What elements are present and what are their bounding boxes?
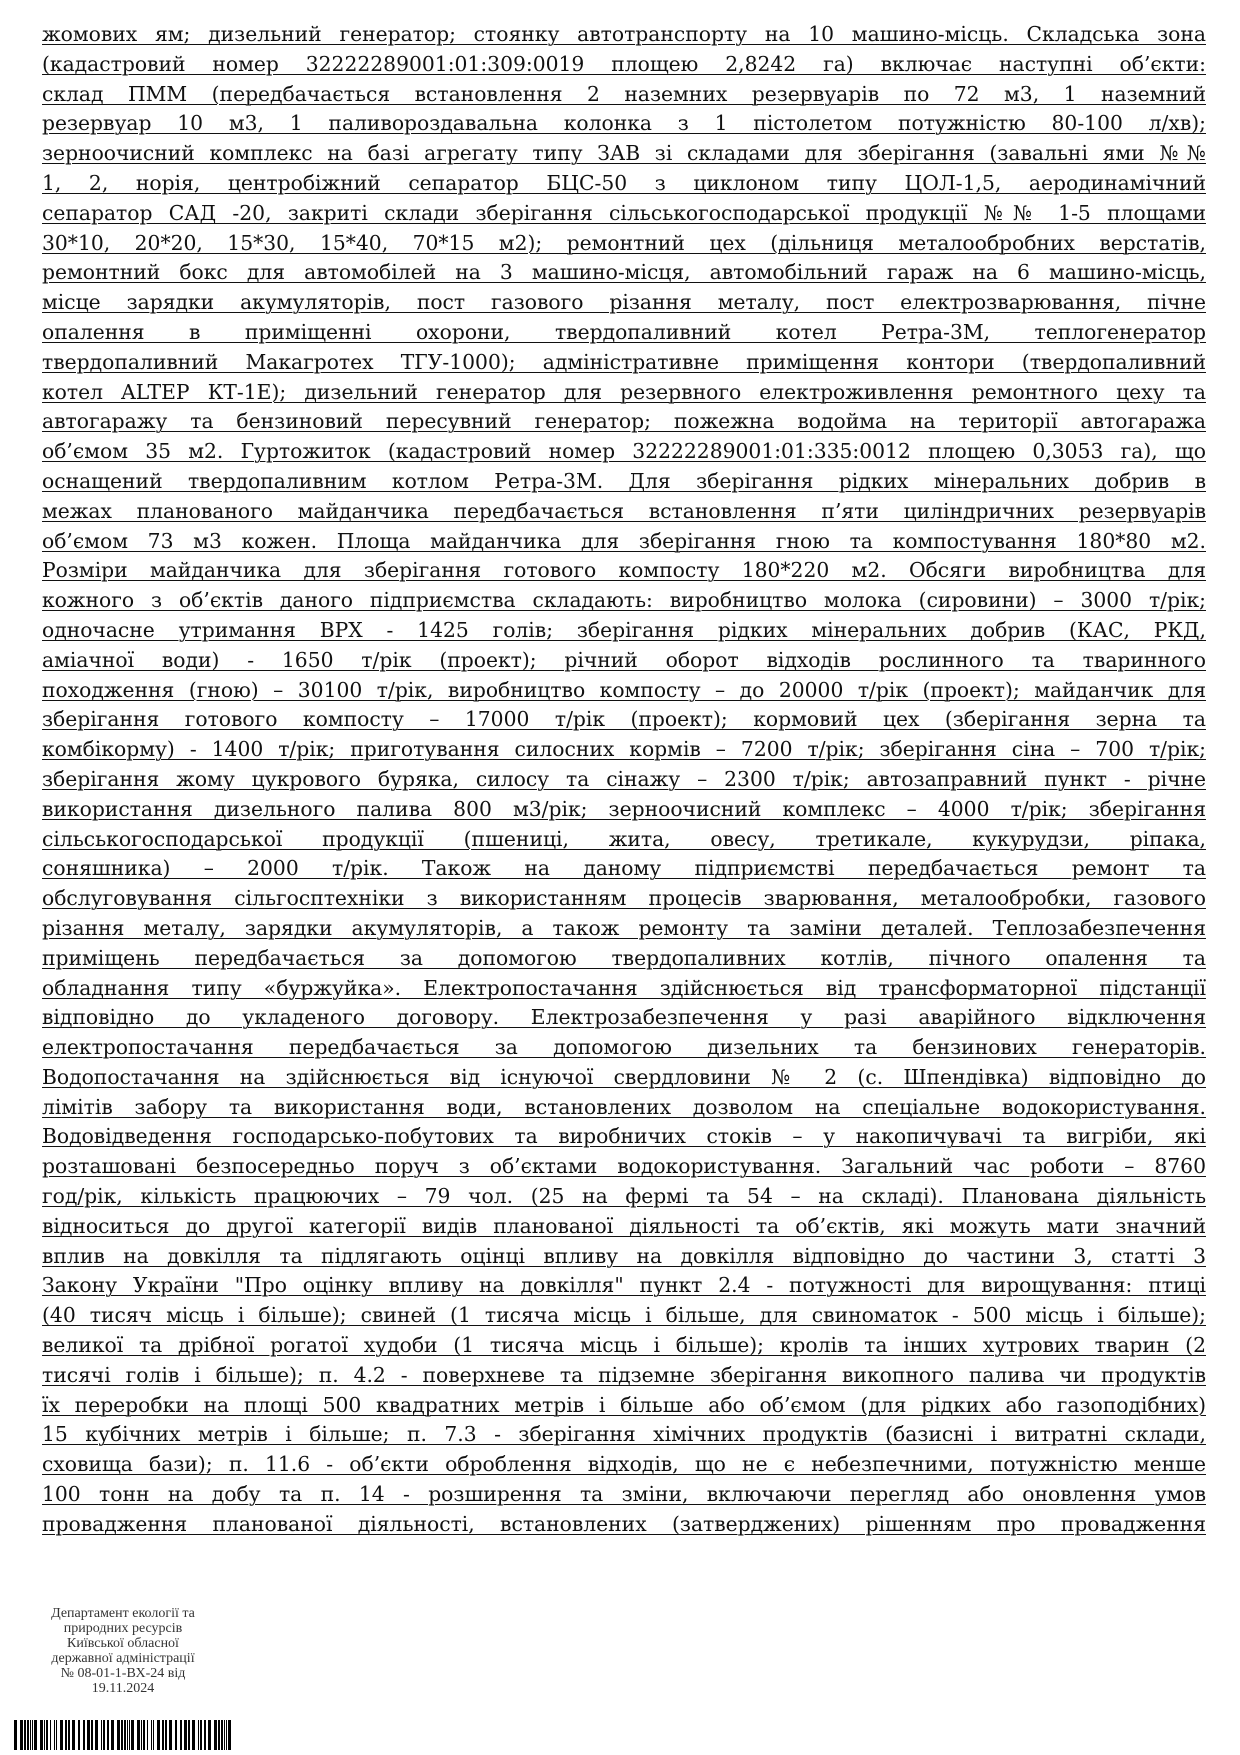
text-line: автогаражу та бензиновий пересувний генератор; пожежна водойма на території автогаража (42, 409, 1206, 434)
text-line: походження (гною) – 30100 т/рік, виробництво компосту – до 20000 т/рік (проект); майданчик для (42, 677, 1206, 702)
text-line: об’ємом 73 м3 кожен. Площа майданчика для зберігання гною та компостування 180*80 м2. (42, 528, 1206, 553)
text-line: резервуар 10 м3, 1 паливороздавальна колонка з 1 пістолетом потужністю 80-100 л/хв); (42, 111, 1206, 136)
text-line: сховища бази); п. 11.6 - об’єкти оброблення відходів, що не є небезпечними, потужністю менше (42, 1452, 1206, 1477)
stamp-line: державної адміністрації (51, 1651, 195, 1666)
text-line: межах планованого майданчика передбачається встановлення п’яти циліндричних резервуарів (42, 498, 1206, 523)
text-line: провадження планованої діяльності, встановлених (затверджених) рішенням про провадження (42, 1511, 1206, 1536)
text-line: вплив на довкілля та підлягають оцінці впливу на довкілля відповідно до частини 3, статті 3 (42, 1243, 1206, 1268)
text-line: (кадастровий номер 32222289001:01:309:0019 площею 2,8242 га) включає наступні об’єкти: (42, 51, 1206, 76)
text-line: приміщень передбачається за допомогою твердопаливних котлів, пічного опалення та (42, 945, 1206, 970)
text-line: Закону України "Про оцінку впливу на довкілля" пункт 2.4 - потужності для вирощування: птиці (42, 1273, 1206, 1298)
text-line: обслуговування сільгосптехніки з використанням процесів зварювання, металообробки, газового (42, 886, 1206, 911)
text-line: опалення в приміщенні охорони, твердопаливний котел Ретра-3М, теплогенератор (42, 319, 1206, 344)
stamp-line: природних ресурсів (63, 1621, 183, 1636)
stamp-line: Департамент екології та (51, 1606, 195, 1621)
text-line: обладнання типу «буржуйка». Електропостачання здійснюється від трансформаторної підстанції (42, 975, 1206, 1000)
text-line: об’ємом 35 м2. Гуртожиток (кадастровий номер 32222289001:01:335:0012 площею 0,3053 га), що (42, 439, 1206, 464)
text-line: склад ПММ (передбачається встановлення 2 наземних резервуарів по 72 м3, 1 наземний (42, 81, 1206, 106)
text-line: соняшника) – 2000 т/рік. Також на даному підприємстві передбачається ремонт та (42, 856, 1206, 881)
text-line: сільськогосподарської продукції (пшениці, жита, овесу, третикале, кукурудзи, ріпака, (42, 826, 1206, 851)
text-line: зберігання готового компосту – 17000 т/рік (проект); кормовий цех (зберігання зерна та (42, 707, 1206, 732)
text-line: одночасне утримання ВРХ - 1425 голів; зберігання рідких мінеральних добрив (КАС, РКД, (42, 617, 1206, 642)
text-line: великої та дрібної рогатої худоби (1 тисяча місць і більше); кролів та інших хутрових тварин (2 (42, 1333, 1206, 1358)
text-line: (40 тисяч місць і більше); свиней (1 тисяча місць і більше, для свиноматок - 500 місць і більше); (42, 1303, 1206, 1328)
text-line: год/рік, кількість працюючих – 79 чол. (25 на фермі та 54 – на складі). Планована діяльність (42, 1184, 1206, 1209)
text-line: жомових ям; дизельний генератор; стоянку автотранспорту на 10 машино-місць. Складська зона (42, 22, 1206, 46)
text-line: 15 кубічних метрів і більше; п. 7.3 - зберігання хімічних продуктів (базисні і витратні склади, (42, 1422, 1206, 1447)
text-line: відноситься до другої категорії видів планованої діяльності та об’єктів, які можуть мати значний (42, 1213, 1206, 1238)
text-line: місце зарядки акумуляторів, пост газового різання металу, пост електрозварювання, пічне (42, 290, 1206, 315)
text-line: зберігання жому цукрового буряка, силосу та сінажу – 2300 т/рік; автозаправний пункт - річне (42, 766, 1206, 791)
text-line: відповідно до укладеного договору. Електрозабезпечення у разі аварійного відключення (42, 1005, 1206, 1030)
text-line: розташовані безпосередньо поруч з об’єктами водокористування. Загальний час роботи – 8760 (42, 1154, 1206, 1179)
text-line: котел ALTEP КТ-1Е); дизельний генератор для резервного електроживлення ремонтного цеху та (42, 379, 1206, 404)
text-line: ремонтний бокс для автомобілей на 3 машино-місця, автомобільний гараж на 6 машино-місць, (42, 260, 1206, 285)
stamp-line: 19.11.2024 (91, 1681, 155, 1696)
text-line: 30*10, 20*20, 15*30, 15*40, 70*15 м2); ремонтний цех (дільниця металообробних верстатів, (42, 230, 1206, 255)
barcode-icon (14, 1720, 234, 1750)
text-line: їх переробки на площі 500 квадратних метрів і більше або об’ємом (для рідких або газоподібних) (42, 1392, 1206, 1417)
text-line: Водовідведення господарсько-побутових та виробничих стоків – у накопичувачі та вигріби, які (42, 1124, 1206, 1149)
text-line: використання дизельного палива 800 м3/рік; зерноочисний комплекс – 4000 т/рік; зберігання (42, 796, 1206, 821)
document-body (42, 20, 1206, 1540)
text-line: сепаратор САД -20, закриті склади зберігання сільськогосподарської продукції №№ 1-5 площами (42, 200, 1206, 225)
text-line: 100 тонн на добу та п. 14 - розширення та зміни, включаючи перегляд або оновлення умов (42, 1482, 1206, 1507)
text-line: лімітів забору та використання води, встановлених дозволом на спеціальне водокористування. (42, 1094, 1206, 1119)
registration-stamp (18, 1606, 228, 1696)
text-line: кожного з об’єктів даного підприємства складають: виробництво молока (сировини) – 3000 т/рік; (42, 588, 1206, 613)
text-line: зерноочисний комплекс на базі агрегату типу ЗАВ зі складами для зберігання (завальні ями №№ (42, 141, 1206, 166)
text-line: Розміри майданчика для зберігання готового компосту 180*220 м2. Обсяги виробництва для (42, 558, 1206, 583)
stamp-line: № 08-01-1-ВХ-24 від (60, 1666, 186, 1681)
text-line: 1, 2, норія, центробіжний сепаратор БЦС-50 з циклоном типу ЦОЛ-1,5, аеродинамічний (42, 170, 1206, 195)
text-line: аміачної води) - 1650 т/рік (проект); річний оборот відходів рослинного та тваринного (42, 647, 1206, 672)
text-line: оснащений твердопаливним котлом Ретра-3М. Для зберігання рідких мінеральних добрив в (42, 468, 1206, 493)
text-line: тисячі голів і більше); п. 4.2 - поверхневе та підземне зберігання викопного палива чи продуктів (42, 1362, 1206, 1387)
text-line: твердопаливний Макагротех ТГУ-1000); адміністративне приміщення контори (твердопаливний (42, 349, 1206, 374)
text-line: комбікорму) - 1400 т/рік; приготування силосних кормів – 7200 т/рік; зберігання сіна – 700 т/рік; (42, 737, 1206, 762)
stamp-line: Київської обласної (67, 1636, 179, 1651)
text-line: Водопостачання на здійснюється від існуючої свердловини № 2 (с. Шпендівка) відповідно до (42, 1064, 1206, 1089)
text-line: електропостачання передбачається за допомогою дизельних та бензинових генераторів. (42, 1035, 1206, 1060)
text-line: різання металу, зарядки акумуляторів, а також ремонту та заміни деталей. Теплозабезпечення (42, 915, 1206, 940)
